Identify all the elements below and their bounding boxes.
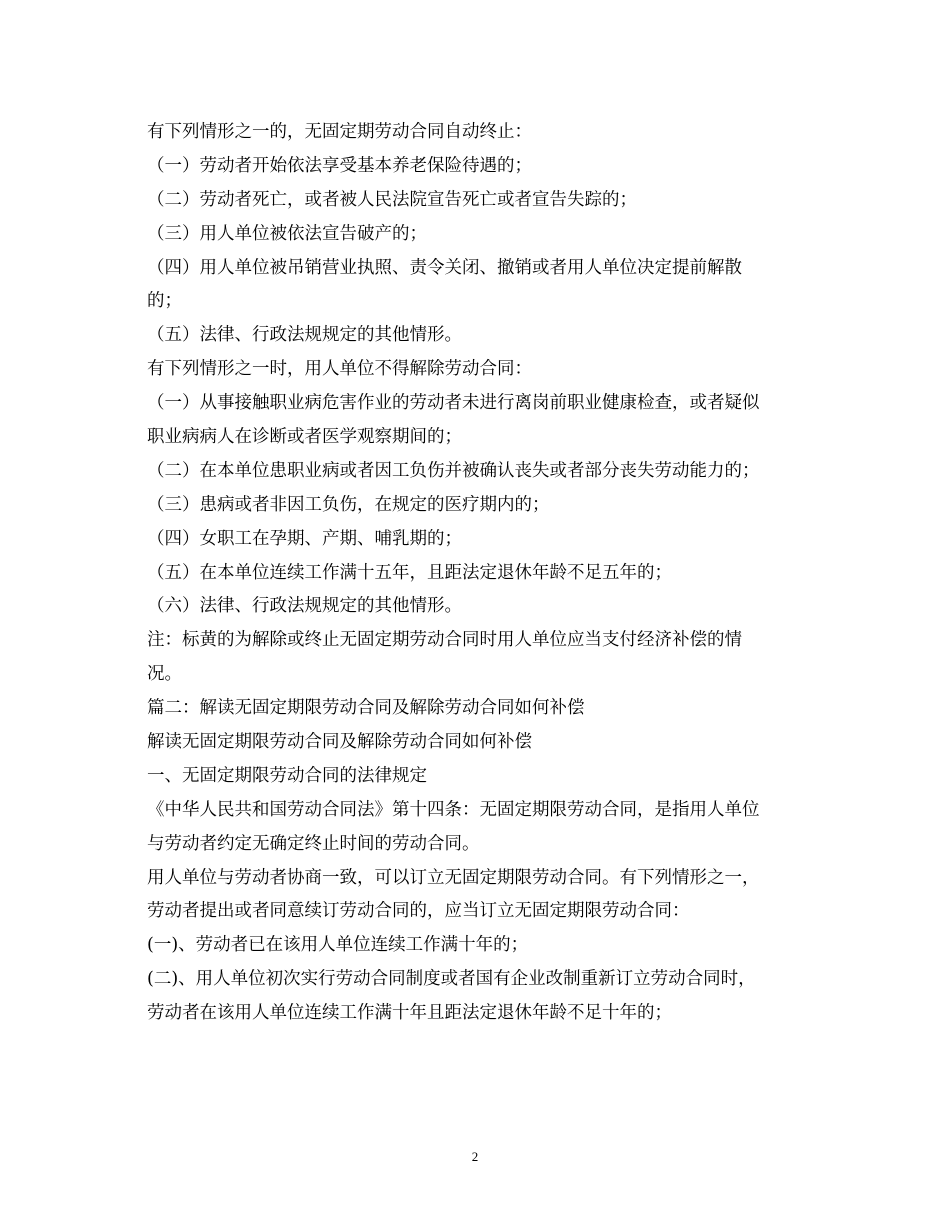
text-line: （一）劳动者开始依法享受基本养老保险待遇的； — [147, 155, 532, 176]
text-line: 《中华人民共和国劳动合同法》第十四条：无固定期限劳动合同，是指用人单位 — [147, 799, 760, 820]
text-line: 劳动者提出或者同意续订劳动合同的，应当订立无固定期限劳动合同： — [147, 901, 690, 922]
text-line: (二)、用人单位初次实行劳动合同制度或者国有企业改制重新订立劳动合同时， — [147, 969, 756, 990]
page-number: 2 — [471, 1149, 479, 1164]
text-line: (一)、劳动者已在该用人单位连续工作满十年的； — [147, 935, 529, 956]
text-line: （六）法律、行政法规规定的其他情形。 — [147, 596, 462, 617]
text-line: （四）女职工在孕期、产期、哺乳期的； — [147, 528, 462, 549]
text-line: （四）用人单位被吊销营业执照、责令关闭、撤销或者用人单位决定提前解散 — [147, 257, 742, 278]
text-line: （五）在本单位连续工作满十五年，且距法定退休年龄不足五年的； — [147, 562, 672, 583]
text-line: 用人单位与劳动者协商一致，可以订立无固定期限劳动合同。有下列情形之一， — [147, 867, 760, 888]
section-heading: 解读无固定期限劳动合同及解除劳动合同如何补偿 — [147, 732, 532, 753]
text-line: 的； — [147, 291, 182, 312]
document-body — [147, 116, 807, 1031]
text-line: （一）从事接触职业病危害作业的劳动者未进行离岗前职业健康检查，或者疑似 — [147, 393, 760, 414]
text-line: 注：标黄的为解除或终止无固定期劳动合同时用人单位应当支付经济补偿的情 — [147, 630, 742, 651]
text-line: 有下列情形之一的，无固定期劳动合同自动终止： — [147, 122, 532, 142]
text-line: （二）劳动者死亡，或者被人民法院宣告死亡或者宣告失踪的； — [147, 189, 637, 210]
text-line: 有下列情形之一时，用人单位不得解除劳动合同： — [147, 359, 532, 380]
text-line: （二）在本单位患职业病或者因工负伤并被确认丧失或者部分丧失劳动能力的； — [147, 460, 760, 481]
text-line: （三）用人单位被依法宣告破产的； — [147, 223, 427, 244]
text-line: （五）法律、行政法规规定的其他情形。 — [147, 325, 462, 346]
section-heading: 一、无固定期限劳动合同的法律规定 — [147, 765, 427, 786]
text-line: 劳动者在该用人单位连续工作满十年且距法定退休年龄不足十年的； — [147, 1003, 672, 1024]
text-line: （三）患病或者非因工负伤，在规定的医疗期内的； — [147, 494, 550, 515]
section-heading: 篇二：解读无固定期限劳动合同及解除劳动合同如何补偿 — [147, 698, 585, 719]
text-line: 职业病病人在诊断或者医学观察期间的； — [147, 427, 462, 448]
text-line: 况。 — [147, 664, 182, 685]
text-line: 与劳动者约定无确定终止时间的劳动合同。 — [147, 833, 480, 854]
